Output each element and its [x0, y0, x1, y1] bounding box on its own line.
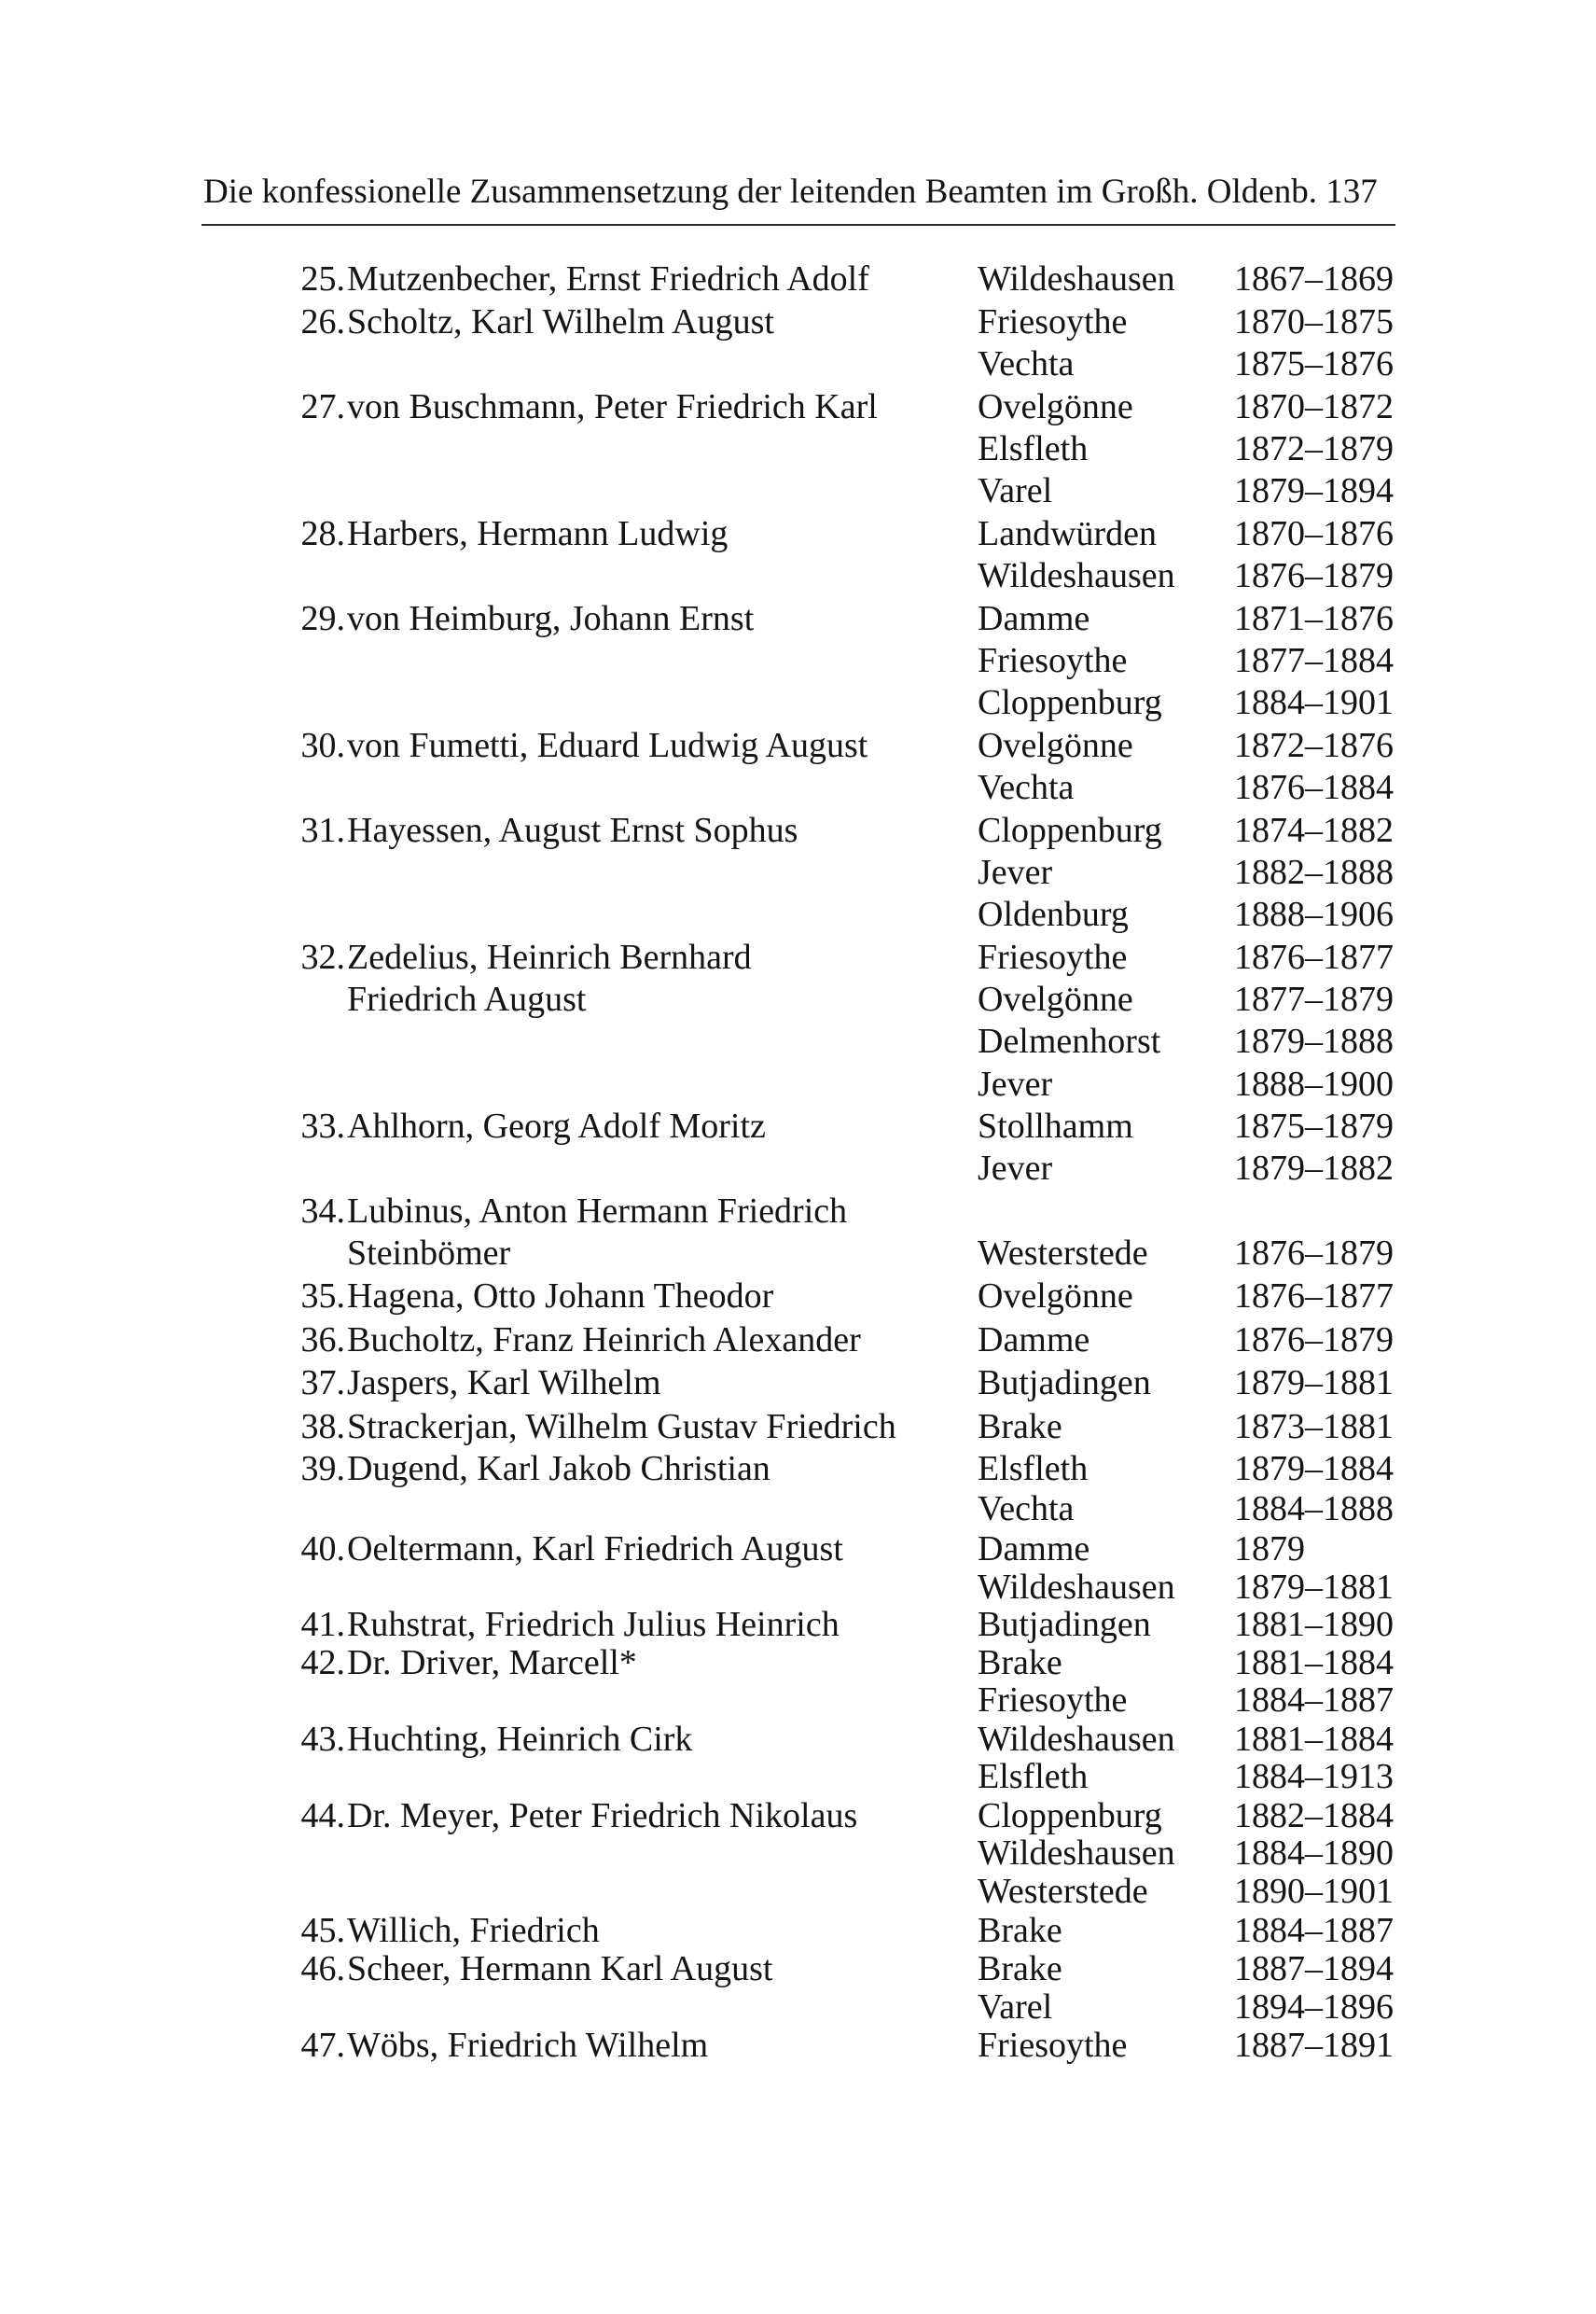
district-place: Delmenhorst [978, 1022, 1161, 1061]
district-place: Vechta [978, 768, 1075, 807]
district-place: Cloppenburg [978, 1796, 1162, 1835]
district-place: Wildeshausen [978, 1568, 1175, 1607]
district-place: Vechta [978, 1489, 1075, 1528]
list-row [0, 1147, 1596, 1190]
district-place: Ovelgönne [978, 1276, 1133, 1316]
tenure-years: 1887–1894 [1234, 1949, 1394, 1988]
entry-number: 47. [300, 2026, 345, 2065]
tenure-years: 1872–1879 [1234, 429, 1394, 468]
tenure-years: 1894–1896 [1234, 1987, 1394, 2027]
tenure-years: 1882–1888 [1234, 853, 1394, 892]
entry-number: 36. [300, 1320, 345, 1359]
entry-number: 25. [300, 259, 345, 299]
official-name: Dr. Driver, Marcell* [347, 1643, 637, 1682]
district-place: Elsfleth [978, 1449, 1089, 1488]
official-name: Willich, Friedrich [347, 1911, 600, 1950]
tenure-years: 1870–1875 [1234, 302, 1394, 342]
district-place: Friesoythe [978, 641, 1128, 680]
district-place: Jever [978, 1149, 1053, 1188]
list-row [0, 342, 1596, 385]
list-row [0, 512, 1596, 555]
tenure-years: 1879–1884 [1234, 1449, 1394, 1488]
tenure-years: 1877–1884 [1234, 641, 1394, 680]
entry-number: 46. [300, 1949, 345, 1988]
official-name: Bucholtz, Franz Heinrich Alexander [347, 1320, 861, 1359]
official-name: Ruhstrat, Friedrich Julius Heinrich [347, 1605, 840, 1644]
tenure-years: 1882–1884 [1234, 1796, 1394, 1835]
running-head: Die konfessionelle Zusammensetzung der leitenden Beamten im Großh. Oldenb. 137 [203, 173, 1378, 211]
official-name: Zedelius, Heinrich Bernhard [347, 938, 752, 977]
list-row [0, 978, 1596, 1021]
district-place: Jever [978, 853, 1053, 892]
district-place: Butjadingen [978, 1605, 1151, 1644]
tenure-years: 1876–1884 [1234, 768, 1394, 807]
entry-number: 27. [300, 387, 345, 426]
official-name: Mutzenbecher, Ernst Friedrich Adolf [347, 259, 869, 299]
list-row [0, 554, 1596, 597]
list-row [0, 1447, 1596, 1490]
list-row [0, 597, 1596, 640]
tenure-years: 1875–1879 [1234, 1107, 1394, 1146]
tenure-years: 1867–1869 [1234, 259, 1394, 299]
entry-number: 45. [300, 1911, 345, 1950]
tenure-years: 1874–1882 [1234, 811, 1394, 850]
tenure-years: 1879 [1234, 1529, 1305, 1568]
district-place: Friesoythe [978, 938, 1128, 977]
district-place: Friesoythe [978, 2026, 1128, 2065]
tenure-years: 1871–1876 [1234, 599, 1394, 638]
district-place: Brake [978, 1407, 1062, 1446]
district-place: Damme [978, 1529, 1090, 1568]
district-place: Friesoythe [978, 1680, 1128, 1720]
tenure-years: 1873–1881 [1234, 1407, 1394, 1446]
official-name: von Buschmann, Peter Friedrich Karl [347, 387, 878, 426]
list-row [0, 851, 1596, 894]
official-name: Dugend, Karl Jakob Christian [347, 1449, 770, 1488]
entry-number: 37. [300, 1363, 345, 1402]
entry-number: 29. [300, 599, 345, 638]
district-place: Jever [978, 1065, 1053, 1104]
entry-number: 42. [300, 1643, 345, 1682]
entry-number: 32. [300, 938, 345, 977]
district-place: Friesoythe [978, 302, 1128, 342]
district-place: Elsfleth [978, 1757, 1089, 1796]
official-name: Harbers, Hermann Ludwig [347, 514, 729, 553]
tenure-years: 1884–1913 [1234, 1757, 1394, 1796]
official-name: Jaspers, Karl Wilhelm [347, 1363, 661, 1402]
list-row [0, 1527, 1596, 1570]
tenure-years: 1888–1900 [1234, 1065, 1394, 1104]
district-place: Wildeshausen [978, 259, 1175, 299]
district-place: Varel [978, 1987, 1053, 2027]
district-place: Ovelgönne [978, 980, 1133, 1019]
official-name: Huchting, Heinrich Cirk [347, 1720, 693, 1759]
official-name: von Fumetti, Eduard Ludwig August [347, 726, 868, 765]
entry-number: 34. [300, 1192, 345, 1231]
tenure-years: 1879–1888 [1234, 1022, 1394, 1061]
list-row [0, 1020, 1596, 1063]
list-row [0, 1487, 1596, 1530]
tenure-years: 1876–1879 [1234, 1320, 1394, 1359]
tenure-years: 1879–1881 [1234, 1363, 1394, 1402]
official-name: Hayessen, August Ernst Sophus [347, 811, 798, 850]
tenure-years: 1870–1876 [1234, 514, 1394, 553]
list-row [0, 893, 1596, 936]
list-row [0, 385, 1596, 428]
entry-number: 39. [300, 1449, 345, 1488]
entry-number: 38. [300, 1407, 345, 1446]
list-row [0, 1105, 1596, 1148]
list-row [0, 1190, 1596, 1233]
list-row [0, 681, 1596, 724]
entry-number: 35. [300, 1276, 345, 1316]
tenure-years: 1881–1884 [1234, 1720, 1394, 1759]
list-row [0, 2024, 1596, 2067]
entry-number: 43. [300, 1720, 345, 1759]
official-name: Dr. Meyer, Peter Friedrich Nikolaus [347, 1796, 858, 1835]
district-place: Wildeshausen [978, 556, 1175, 595]
list-row [0, 1755, 1596, 1798]
district-place: Cloppenburg [978, 683, 1162, 722]
tenure-years: 1876–1879 [1234, 1234, 1394, 1273]
district-place: Varel [978, 471, 1053, 510]
official-name: Scholtz, Karl Wilhelm August [347, 302, 774, 342]
district-place: Cloppenburg [978, 811, 1162, 850]
list-row [0, 724, 1596, 767]
district-place: Wildeshausen [978, 1833, 1175, 1873]
list-row [0, 1361, 1596, 1404]
district-place: Wildeshausen [978, 1720, 1175, 1759]
tenure-years: 1879–1894 [1234, 471, 1394, 510]
tenure-years: 1881–1884 [1234, 1643, 1394, 1682]
list-row [0, 1909, 1596, 1952]
official-name: Steinbömer [347, 1234, 511, 1273]
list-row [0, 427, 1596, 470]
list-row [0, 1603, 1596, 1646]
official-name: Scheer, Hermann Karl August [347, 1949, 773, 1988]
list-row [0, 1063, 1596, 1106]
district-place: Oldenburg [978, 895, 1129, 934]
tenure-years: 1876–1877 [1234, 938, 1394, 977]
district-place: Elsfleth [978, 429, 1089, 468]
list-row [0, 1947, 1596, 1990]
tenure-years: 1875–1876 [1234, 344, 1394, 383]
entry-number: 30. [300, 726, 345, 765]
tenure-years: 1884–1901 [1234, 683, 1394, 722]
official-name: Friedrich August [347, 980, 587, 1019]
entry-number: 26. [300, 302, 345, 342]
list-row [0, 469, 1596, 512]
district-place: Butjadingen [978, 1363, 1151, 1402]
list-row [0, 1318, 1596, 1361]
tenure-years: 1884–1887 [1234, 1680, 1394, 1720]
tenure-years: 1879–1882 [1234, 1149, 1394, 1188]
official-name: Ahlhorn, Georg Adolf Moritz [347, 1107, 766, 1146]
entry-number: 41. [300, 1605, 345, 1644]
list-row [0, 936, 1596, 979]
tenure-years: 1884–1887 [1234, 1911, 1394, 1950]
district-place: Vechta [978, 344, 1075, 383]
list-row [0, 766, 1596, 809]
district-place: Westerstede [978, 1872, 1148, 1911]
tenure-years: 1872–1876 [1234, 726, 1394, 765]
tenure-years: 1876–1877 [1234, 1276, 1394, 1316]
list-row [0, 1832, 1596, 1875]
district-place: Brake [978, 1911, 1062, 1950]
district-place: Brake [978, 1949, 1062, 1988]
official-name: Hagena, Otto Johann Theodor [347, 1276, 774, 1316]
header-rule [201, 224, 1395, 226]
district-place: Stollhamm [978, 1107, 1133, 1146]
tenure-years: 1870–1872 [1234, 387, 1394, 426]
entry-number: 40. [300, 1529, 345, 1568]
list-row [0, 639, 1596, 682]
tenure-years: 1876–1879 [1234, 556, 1394, 595]
tenure-years: 1888–1906 [1234, 895, 1394, 934]
tenure-years: 1877–1879 [1234, 980, 1394, 1019]
tenure-years: 1881–1890 [1234, 1605, 1394, 1644]
list-row [0, 1679, 1596, 1722]
list-row [0, 300, 1596, 343]
tenure-years: 1887–1891 [1234, 2026, 1394, 2065]
list-row [0, 1232, 1596, 1275]
district-place: Damme [978, 1320, 1090, 1359]
tenure-years: 1884–1888 [1234, 1489, 1394, 1528]
tenure-years: 1884–1890 [1234, 1833, 1394, 1873]
official-name: Strackerjan, Wilhelm Gustav Friedrich [347, 1407, 896, 1446]
list-row [0, 258, 1596, 300]
official-name: Wöbs, Friedrich Wilhelm [347, 2026, 709, 2065]
official-name: Oeltermann, Karl Friedrich August [347, 1529, 843, 1568]
official-name: Lubinus, Anton Hermann Friedrich [347, 1192, 848, 1231]
district-place: Ovelgönne [978, 726, 1133, 765]
entry-number: 28. [300, 514, 345, 553]
district-place: Damme [978, 599, 1090, 638]
official-name: von Heimburg, Johann Ernst [347, 599, 755, 638]
district-place: Westerstede [978, 1234, 1148, 1273]
district-place: Ovelgönne [978, 387, 1133, 426]
entry-number: 33. [300, 1107, 345, 1146]
tenure-years: 1879–1881 [1234, 1568, 1394, 1607]
list-row [0, 1275, 1596, 1317]
list-row [0, 1986, 1596, 2028]
list-row [0, 1405, 1596, 1448]
list-row [0, 1870, 1596, 1913]
entry-number: 44. [300, 1796, 345, 1835]
entry-number: 31. [300, 811, 345, 850]
district-place: Landwürden [978, 514, 1158, 553]
district-place: Brake [978, 1643, 1062, 1682]
list-row [0, 809, 1596, 852]
tenure-years: 1890–1901 [1234, 1872, 1394, 1911]
